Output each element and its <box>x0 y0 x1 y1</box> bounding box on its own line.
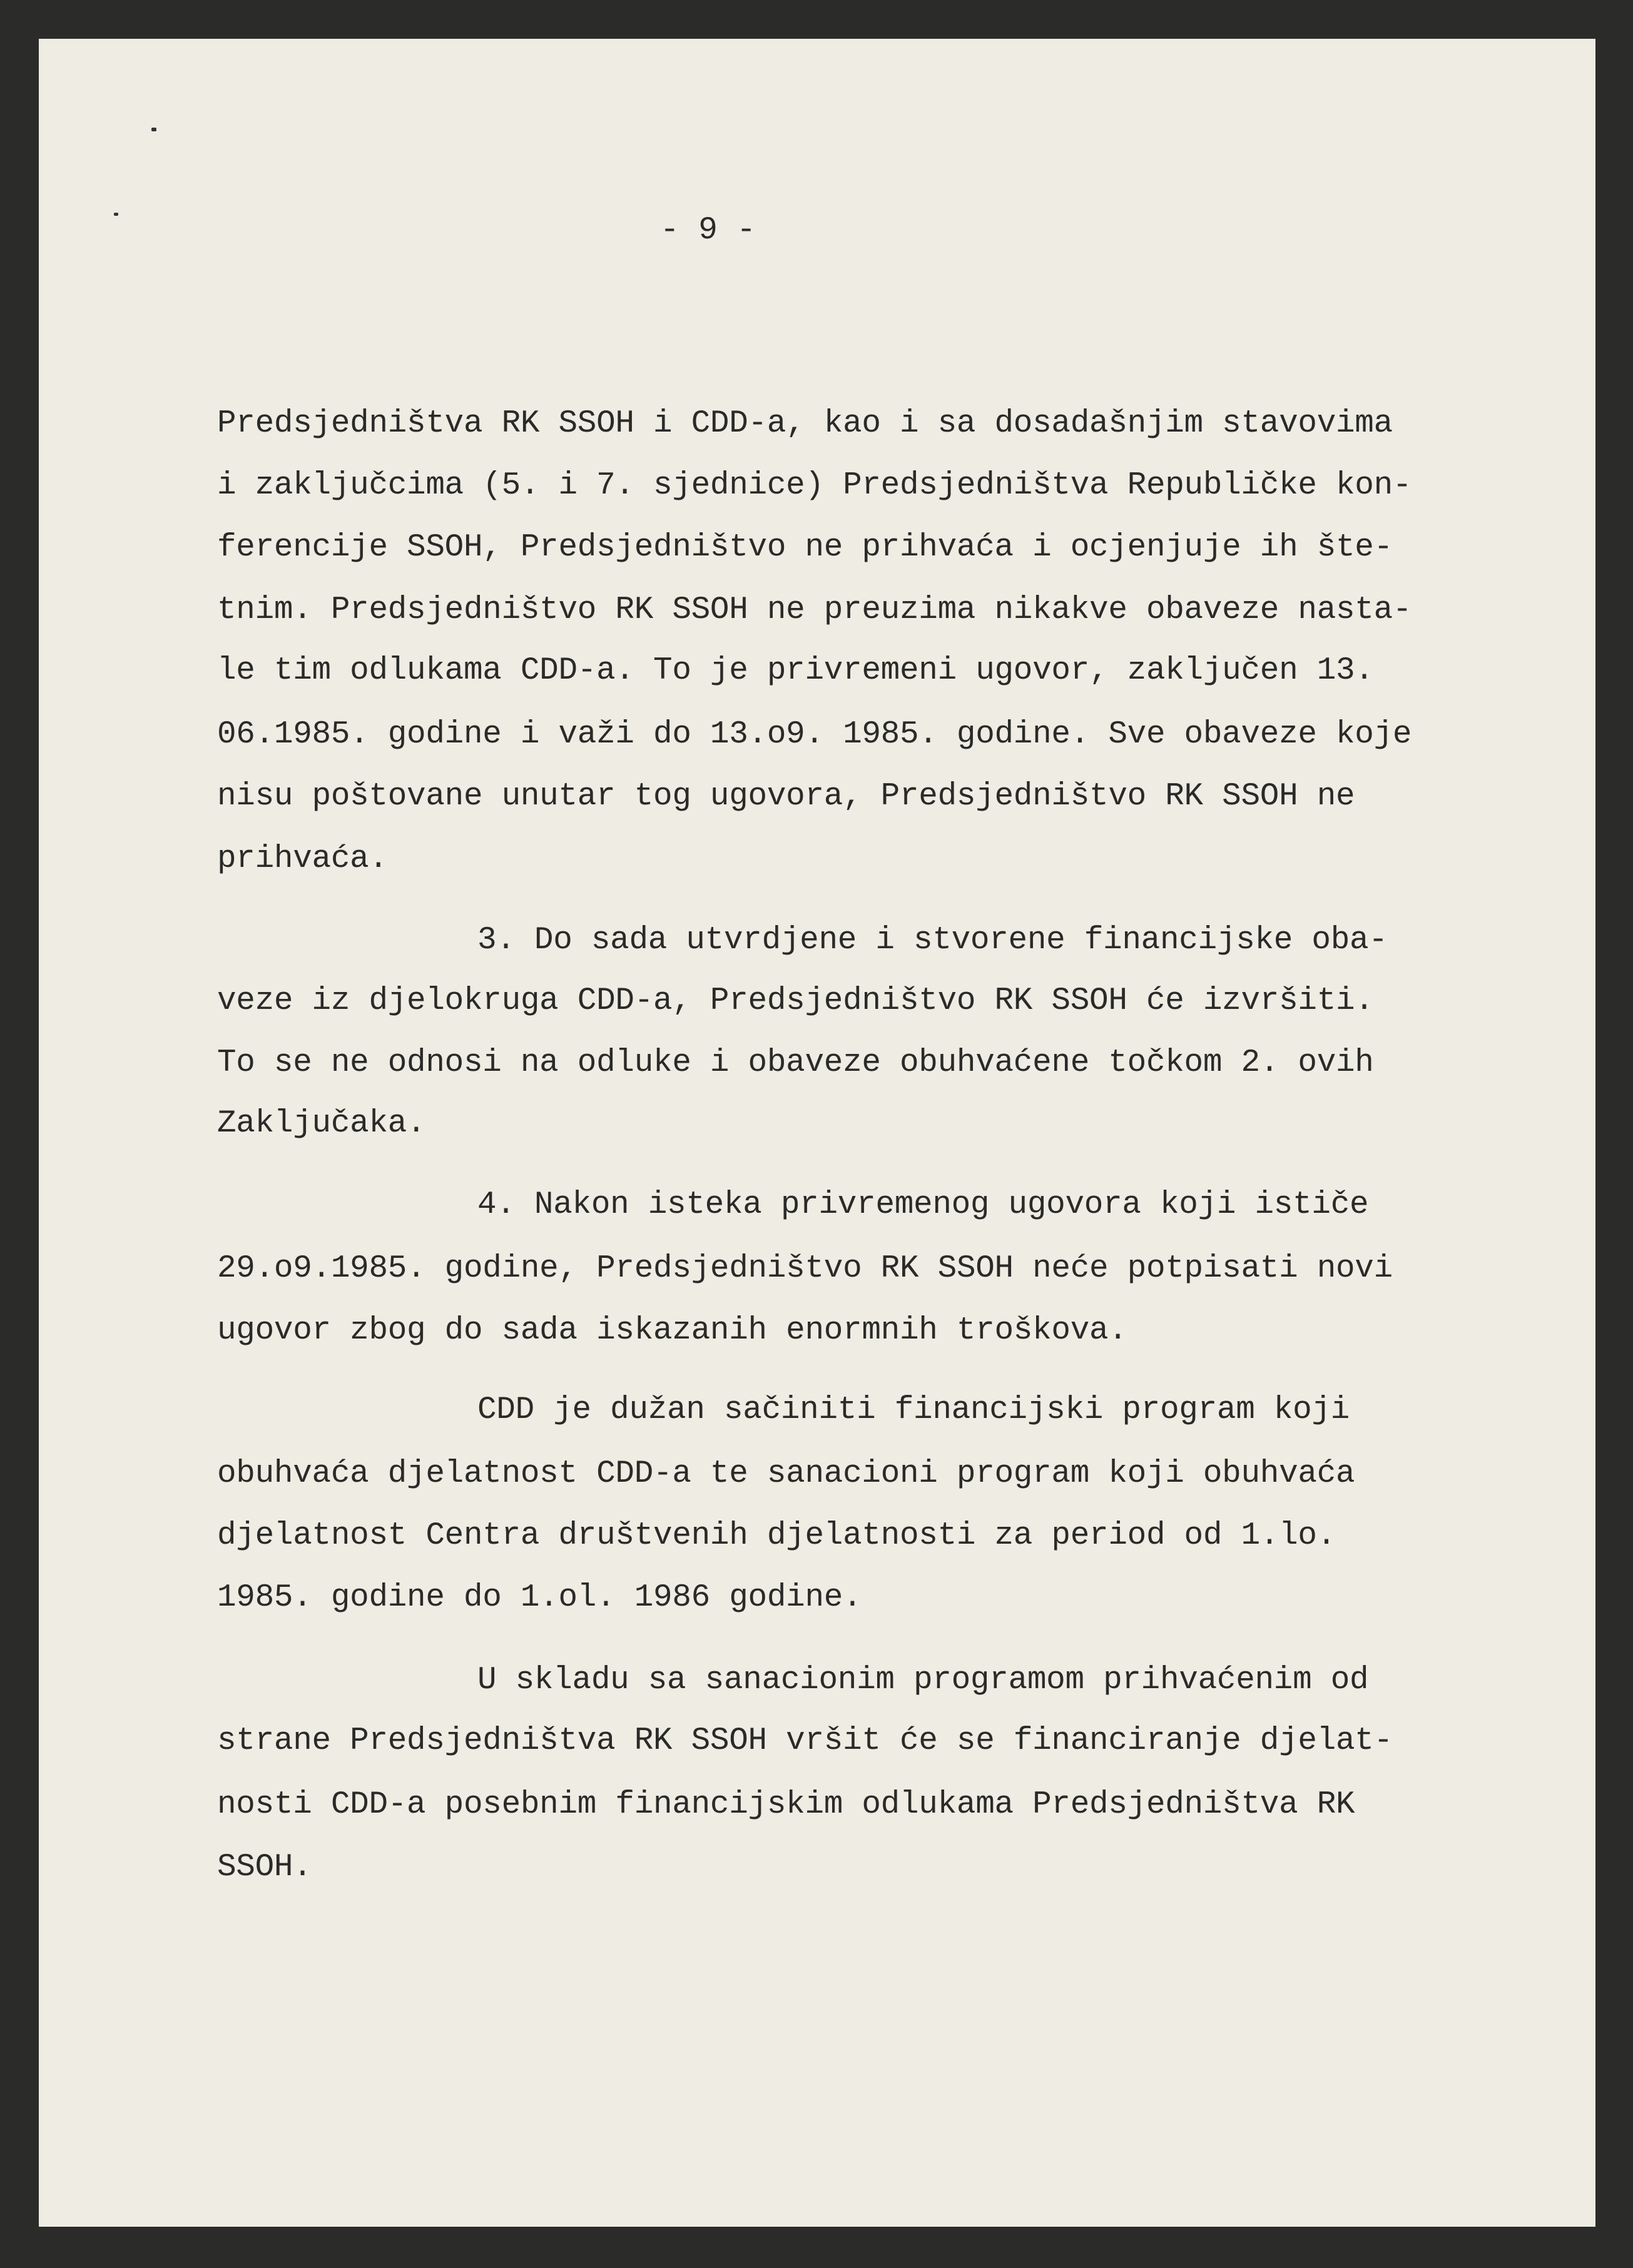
text-line: strane Predsjedništva RK SSOH vršit će se financiranje djelat- <box>217 1723 1393 1759</box>
text-line: 06.1985. godine i važi do 13.o9. 1985. godine. Sve obaveze koje <box>217 717 1412 752</box>
text-line: U skladu sa sanacionim programom prihvaćenim od <box>477 1663 1369 1698</box>
ink-speck <box>151 128 156 131</box>
text-line: CDD je dužan sačiniti financijski program koji <box>477 1392 1350 1428</box>
text-line: Zaključaka. <box>217 1106 426 1142</box>
text-line: le tim odlukama CDD-a. To je privremeni ugovor, zaključen 13. <box>217 653 1374 689</box>
text-line: obuhvaća djelatnost CDD-a te sanacioni program koji obuhvaća <box>217 1456 1355 1492</box>
text-line: 4. Nakon isteka privremenog ugovora koji ističe <box>477 1187 1369 1223</box>
text-line: prihvaća. <box>217 841 388 877</box>
text-line: To se ne odnosi na odluke i obaveze obuhvaćene točkom 2. ovih <box>217 1045 1374 1081</box>
text-line: SSOH. <box>217 1850 312 1885</box>
text-line: 29.o9.1985. godine, Predsjedništvo RK SSOH neće potpisati novi <box>217 1251 1393 1287</box>
text-line: ferencije SSOH, Predsjedništvo ne prihvaća i ocjenjuje ih šte- <box>217 530 1393 565</box>
text-line: i zaključcima (5. i 7. sjednice) Predsjedništva Republičke kon- <box>217 468 1412 504</box>
page-number: - 9 - <box>660 213 756 248</box>
text-line: 3. Do sada utvrdjene i stvorene financijske oba- <box>477 923 1388 958</box>
text-line: ugovor zbog do sada iskazanih enormnih troškova. <box>217 1313 1127 1349</box>
ink-speck <box>114 213 118 216</box>
text-line: djelatnost Centra društvenih djelatnosti za period od 1.lo. <box>217 1518 1336 1554</box>
text-line: 1985. godine do 1.ol. 1986 godine. <box>217 1580 862 1616</box>
text-line: nisu poštovane unutar tog ugovora, Predsjedništvo RK SSOH ne <box>217 779 1355 814</box>
text-line: nosti CDD-a posebnim financijskim odlukama Predsjedništva RK <box>217 1787 1355 1823</box>
text-line: tnim. Predsjedništvo RK SSOH ne preuzima nikakve obaveze nasta- <box>217 592 1412 628</box>
text-line: Predsjedništva RK SSOH i CDD-a, kao i sa dosadašnjim stavovima <box>217 406 1393 442</box>
text-line: veze iz djelokruga CDD-a, Predsjedništvo RK SSOH će izvršiti. <box>217 983 1374 1019</box>
